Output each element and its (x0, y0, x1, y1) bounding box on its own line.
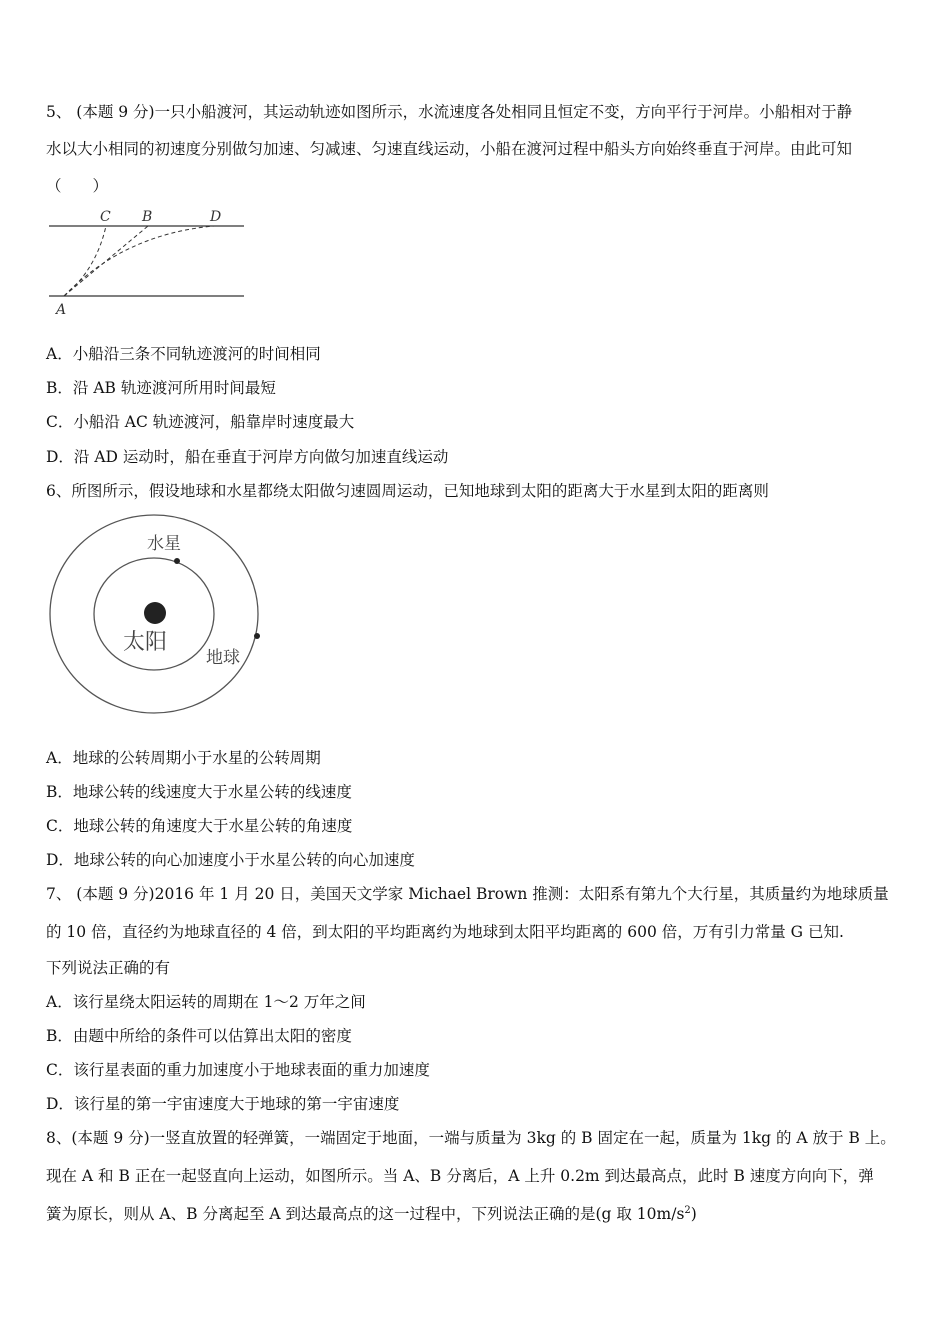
label-a: A (56, 302, 67, 318)
q6-stem-line-1: 6、所图所示，假设地球和水星都绕太阳做匀速圆周运动，已知地球到太阳的距离大于水星到太阳的距离则 (46, 482, 769, 500)
earth-dot (254, 633, 260, 639)
q8-stem-line-3-text: 簧为原长，则从 A、B 分离起至 A 到达最高点的这一过程中，下列说法正确的是(g 取 10m/s (46, 1205, 685, 1223)
q7-stem-line-3: 下列说法正确的有 (46, 959, 171, 977)
q5-stem-line-3: （ ） (46, 177, 109, 195)
sun-dot (144, 602, 166, 624)
q8-stem-line-3 (46, 1204, 697, 1224)
q8-stem-line-2: 现在 A 和 B 正在一起竖直向上运动，如图所示。当 A、B 分离后，A 上升 0.2m 到达最高点，此时 B 速度方向向下，弹 (46, 1167, 874, 1185)
q5-stem-line-2: 水以大小相同的初速度分别做匀加速、匀减速、匀速直线运动，小船在渡河过程中船头方向始终垂直于河岸。由此可知 (46, 140, 853, 158)
q7-stem-line-2: 的 10 倍，直径约为地球直径的 4 倍，到太阳的平均距离约为地球到太阳平均距离的 600 倍，万有引力常量 G 已知. (46, 923, 844, 941)
q7-option-c: C．该行星表面的重力加速度小于地球表面的重力加速度 (46, 1061, 430, 1079)
label-sun: 太阳 (123, 630, 168, 655)
trajectory-ad (64, 226, 214, 296)
q8-exponent: 2 (684, 1204, 691, 1216)
q8-stem-line-1: 8、(本题 9 分)一竖直放置的轻弹簧，一端固定于地面，一端与质量为 3kg 的 B 固定在一起，质量为 1kg 的 A 放于 B 上。 (46, 1129, 896, 1147)
orbit-figure (48, 512, 270, 718)
q6-option-a: A．地球的公转周期小于水星的公转周期 (46, 749, 321, 767)
q5-option-a: A．小船沿三条不同轨迹渡河的时间相同 (46, 345, 321, 363)
q7-option-b: B．由题中所给的条件可以估算出太阳的密度 (46, 1027, 352, 1045)
label-c: C (100, 209, 111, 225)
label-mercury: 水星 (147, 534, 181, 554)
q5-option-c: C．小船沿 AC 轨迹渡河，船靠岸时速度最大 (46, 413, 355, 431)
q5-option-b: B．沿 AB 轨迹渡河所用时间最短 (46, 379, 276, 397)
mercury-dot (174, 558, 180, 564)
q5-option-d: D．沿 AD 运动时，船在垂直于河岸方向做匀加速直线运动 (46, 448, 449, 466)
trajectory-ac (64, 226, 106, 296)
river-crossing-figure (44, 204, 254, 320)
trajectory-ab (64, 226, 148, 296)
q6-option-c: C．地球公转的角速度大于水星公转的角速度 (46, 817, 353, 835)
q7-option-a: A．该行星绕太阳运转的周期在 1～2 万年之间 (46, 993, 366, 1011)
q6-option-d: D．地球公转的向心加速度小于水星公转的向心加速度 (46, 851, 415, 869)
label-earth: 地球 (206, 648, 240, 668)
q8-stem-line-3-end: ) (690, 1205, 697, 1223)
label-b: B (142, 209, 153, 225)
q7-option-d: D．该行星的第一宇宙速度大于地球的第一宇宙速度 (46, 1095, 400, 1113)
q6-option-b: B．地球公转的线速度大于水星公转的线速度 (46, 783, 352, 801)
q5-stem-line-1: 5、 (本题 9 分)一只小船渡河，其运动轨迹如图所示，水流速度各处相同且恒定不变，方向平行于河岸。小船相对于静 (46, 103, 853, 121)
q7-stem-line-1: 7、 (本题 9 分)2016 年 1 月 20 日，美国天文学家 Michael Brown 推测：太阳系有第九个大行星，其质量约为地球质量 (46, 885, 889, 903)
label-d: D (210, 209, 222, 225)
